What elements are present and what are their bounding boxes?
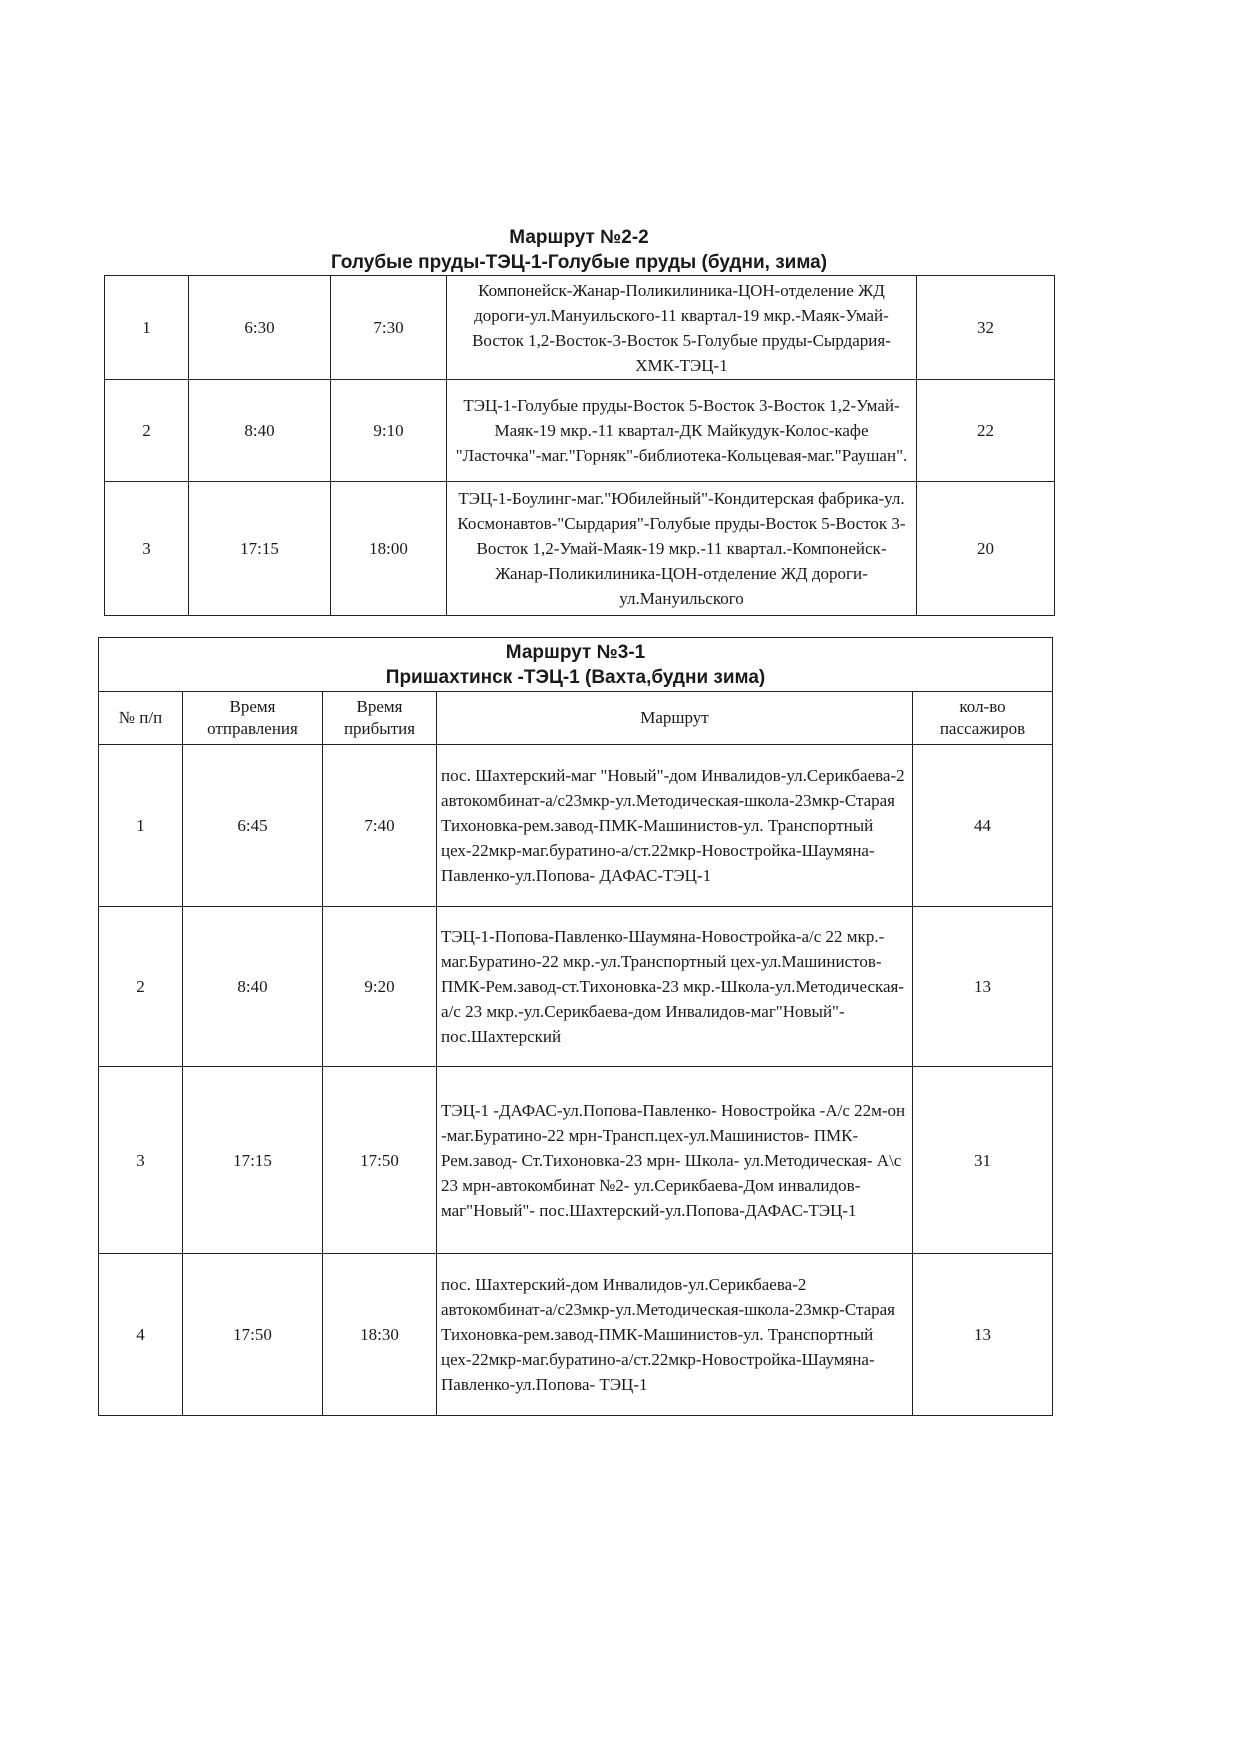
route-3-1-table <box>98 637 1053 1416</box>
row-number: 4 <box>99 1254 183 1416</box>
departure-time: 17:15 <box>189 482 331 616</box>
route-2-2-table <box>104 275 1055 616</box>
route-2-2-subtitle: Голубые пруды-ТЭЦ-1-Голубые пруды (будни, зима) <box>330 252 828 273</box>
table-row <box>105 276 1055 380</box>
row-number: 2 <box>99 907 183 1067</box>
departure-time: 17:50 <box>183 1254 323 1416</box>
table-row <box>105 380 1055 482</box>
route-2-2-heading <box>104 225 1054 275</box>
route-description: Компонейск-Жанар-Поликилиника-ЦОН-отделение ЖД дороги-ул.Мануильского-11 квартал-19 мкр.-Маяк-Умай-Восток 1,2-Восток-3-Восток 5-Голубые пруды-Сырдария-ХМК-ТЭЦ-1 <box>447 276 917 380</box>
route-3-1-subtitle: Пришахтинск -ТЭЦ-1 (Вахта,будни зима) <box>385 666 766 688</box>
row-number: 2 <box>105 380 189 482</box>
passenger-count: 13 <box>913 1254 1053 1416</box>
route-description: ТЭЦ-1-Боулинг-маг."Юбилейный"-Кондитерская фабрика-ул. Космонавтов-"Сырдария"-Голубые пруды-Восток 5-Восток 3-Восток 1,2-Умай-Маяк-19 мкр.-11 квартал.-Компонейск-Жанар-Поликилиника-ЦОН-отделение ЖД дороги-ул.Мануильского <box>447 482 917 616</box>
arrival-time: 7:30 <box>331 276 447 380</box>
row-number: 3 <box>99 1067 183 1254</box>
row-number: 1 <box>105 276 189 380</box>
departure-time: 6:30 <box>189 276 331 380</box>
passenger-count: 22 <box>917 380 1055 482</box>
table-row <box>99 907 1053 1067</box>
route-3-1-heading <box>99 638 1053 692</box>
passenger-count: 32 <box>917 276 1055 380</box>
departure-time: 6:45 <box>183 745 323 907</box>
arrival-time: 18:00 <box>331 482 447 616</box>
route-2-2-title: Маршрут №2-2 <box>509 227 649 248</box>
table-row <box>99 1254 1053 1416</box>
arrival-time: 9:10 <box>331 380 447 482</box>
route-description: пос. Шахтерский-дом Инвалидов-ул.Серикбаева-2 автокомбинат-а/с23мкр-ул.Методическая-школа-23мкр-Старая Тихоновка-рем.завод-ПМК-Машинистов-ул. Транспортный цех-22мкр-маг.буратино-а/ст.22мкр-Новостройка-Шаумяна-Павленко-ул.Попова- ТЭЦ-1 <box>437 1254 913 1416</box>
passenger-count: 31 <box>913 1067 1053 1254</box>
departure-time: 8:40 <box>189 380 331 482</box>
arrival-time: 7:40 <box>323 745 437 907</box>
passenger-count: 20 <box>917 482 1055 616</box>
header-row <box>99 692 1053 745</box>
route-description: ТЭЦ-1-Голубые пруды-Восток 5-Восток 3-Восток 1,2-Умай-Маяк-19 мкр.-11 квартал-ДК Майкудук-Колос-кафе "Ласточка"-маг."Горняк"-библиотека-Кольцевая-маг."Раушан". <box>447 380 917 482</box>
row-number: 3 <box>105 482 189 616</box>
col-header-number: № п/п <box>99 692 183 745</box>
table-row <box>99 745 1053 907</box>
passenger-count: 13 <box>913 907 1053 1067</box>
arrival-time: 17:50 <box>323 1067 437 1254</box>
col-header-departure: Время отправления <box>183 692 323 745</box>
route-description: ТЭЦ-1-Попова-Павленко-Шаумяна-Новостройка-а/с 22 мкр.-маг.Буратино-22 мкр.-ул.Транспортный цех-ул.Машинистов-ПМК-Рем.завод-ст.Тихоновка-23 мкр.-Школа-ул.Методическая-а/с 23 мкр.-ул.Серикбаева-дом Инвалидов-маг"Новый"-пос.Шахтерский <box>437 907 913 1067</box>
table-row <box>105 482 1055 616</box>
table-row <box>99 1067 1053 1254</box>
departure-time: 17:15 <box>183 1067 323 1254</box>
route-description: ТЭЦ-1 -ДАФАС-ул.Попова-Павленко- Новостройка -А/с 22м-он -маг.Буратино-22 мрн-Трансп.цех-ул.Машинистов- ПМК- Рем.завод- Ст.Тихоновка-23 мрн- Школа- ул.Методическая- А\с 23 мрн-автокомбинат №2- ул.Серикбаева-Дом инвалидов-маг"Новый"- пос.Шахтерский-ул.Попова-ДАФАС-ТЭЦ-1 <box>437 1067 913 1254</box>
passenger-count: 44 <box>913 745 1053 907</box>
arrival-time: 9:20 <box>323 907 437 1067</box>
col-header-arrival: Время прибытия <box>323 692 437 745</box>
route-description: пос. Шахтерский-маг "Новый"-дом Инвалидов-ул.Серикбаева-2 автокомбинат-а/с23мкр-ул.Методическая-школа-23мкр-Старая Тихоновка-рем.завод-ПМК-Машинистов-ул. Транспортный цех-22мкр-маг.буратино-а/ст.22мкр-Новостройка-Шаумяна-Павленко-ул.Попова- ДАФАС-ТЭЦ-1 <box>437 745 913 907</box>
col-header-route: Маршрут <box>437 692 913 745</box>
departure-time: 8:40 <box>183 907 323 1067</box>
row-number: 1 <box>99 745 183 907</box>
route-3-1-title: Маршрут №3-1 <box>505 641 646 663</box>
arrival-time: 18:30 <box>323 1254 437 1416</box>
col-header-passengers: кол-во пассажиров <box>913 692 1053 745</box>
